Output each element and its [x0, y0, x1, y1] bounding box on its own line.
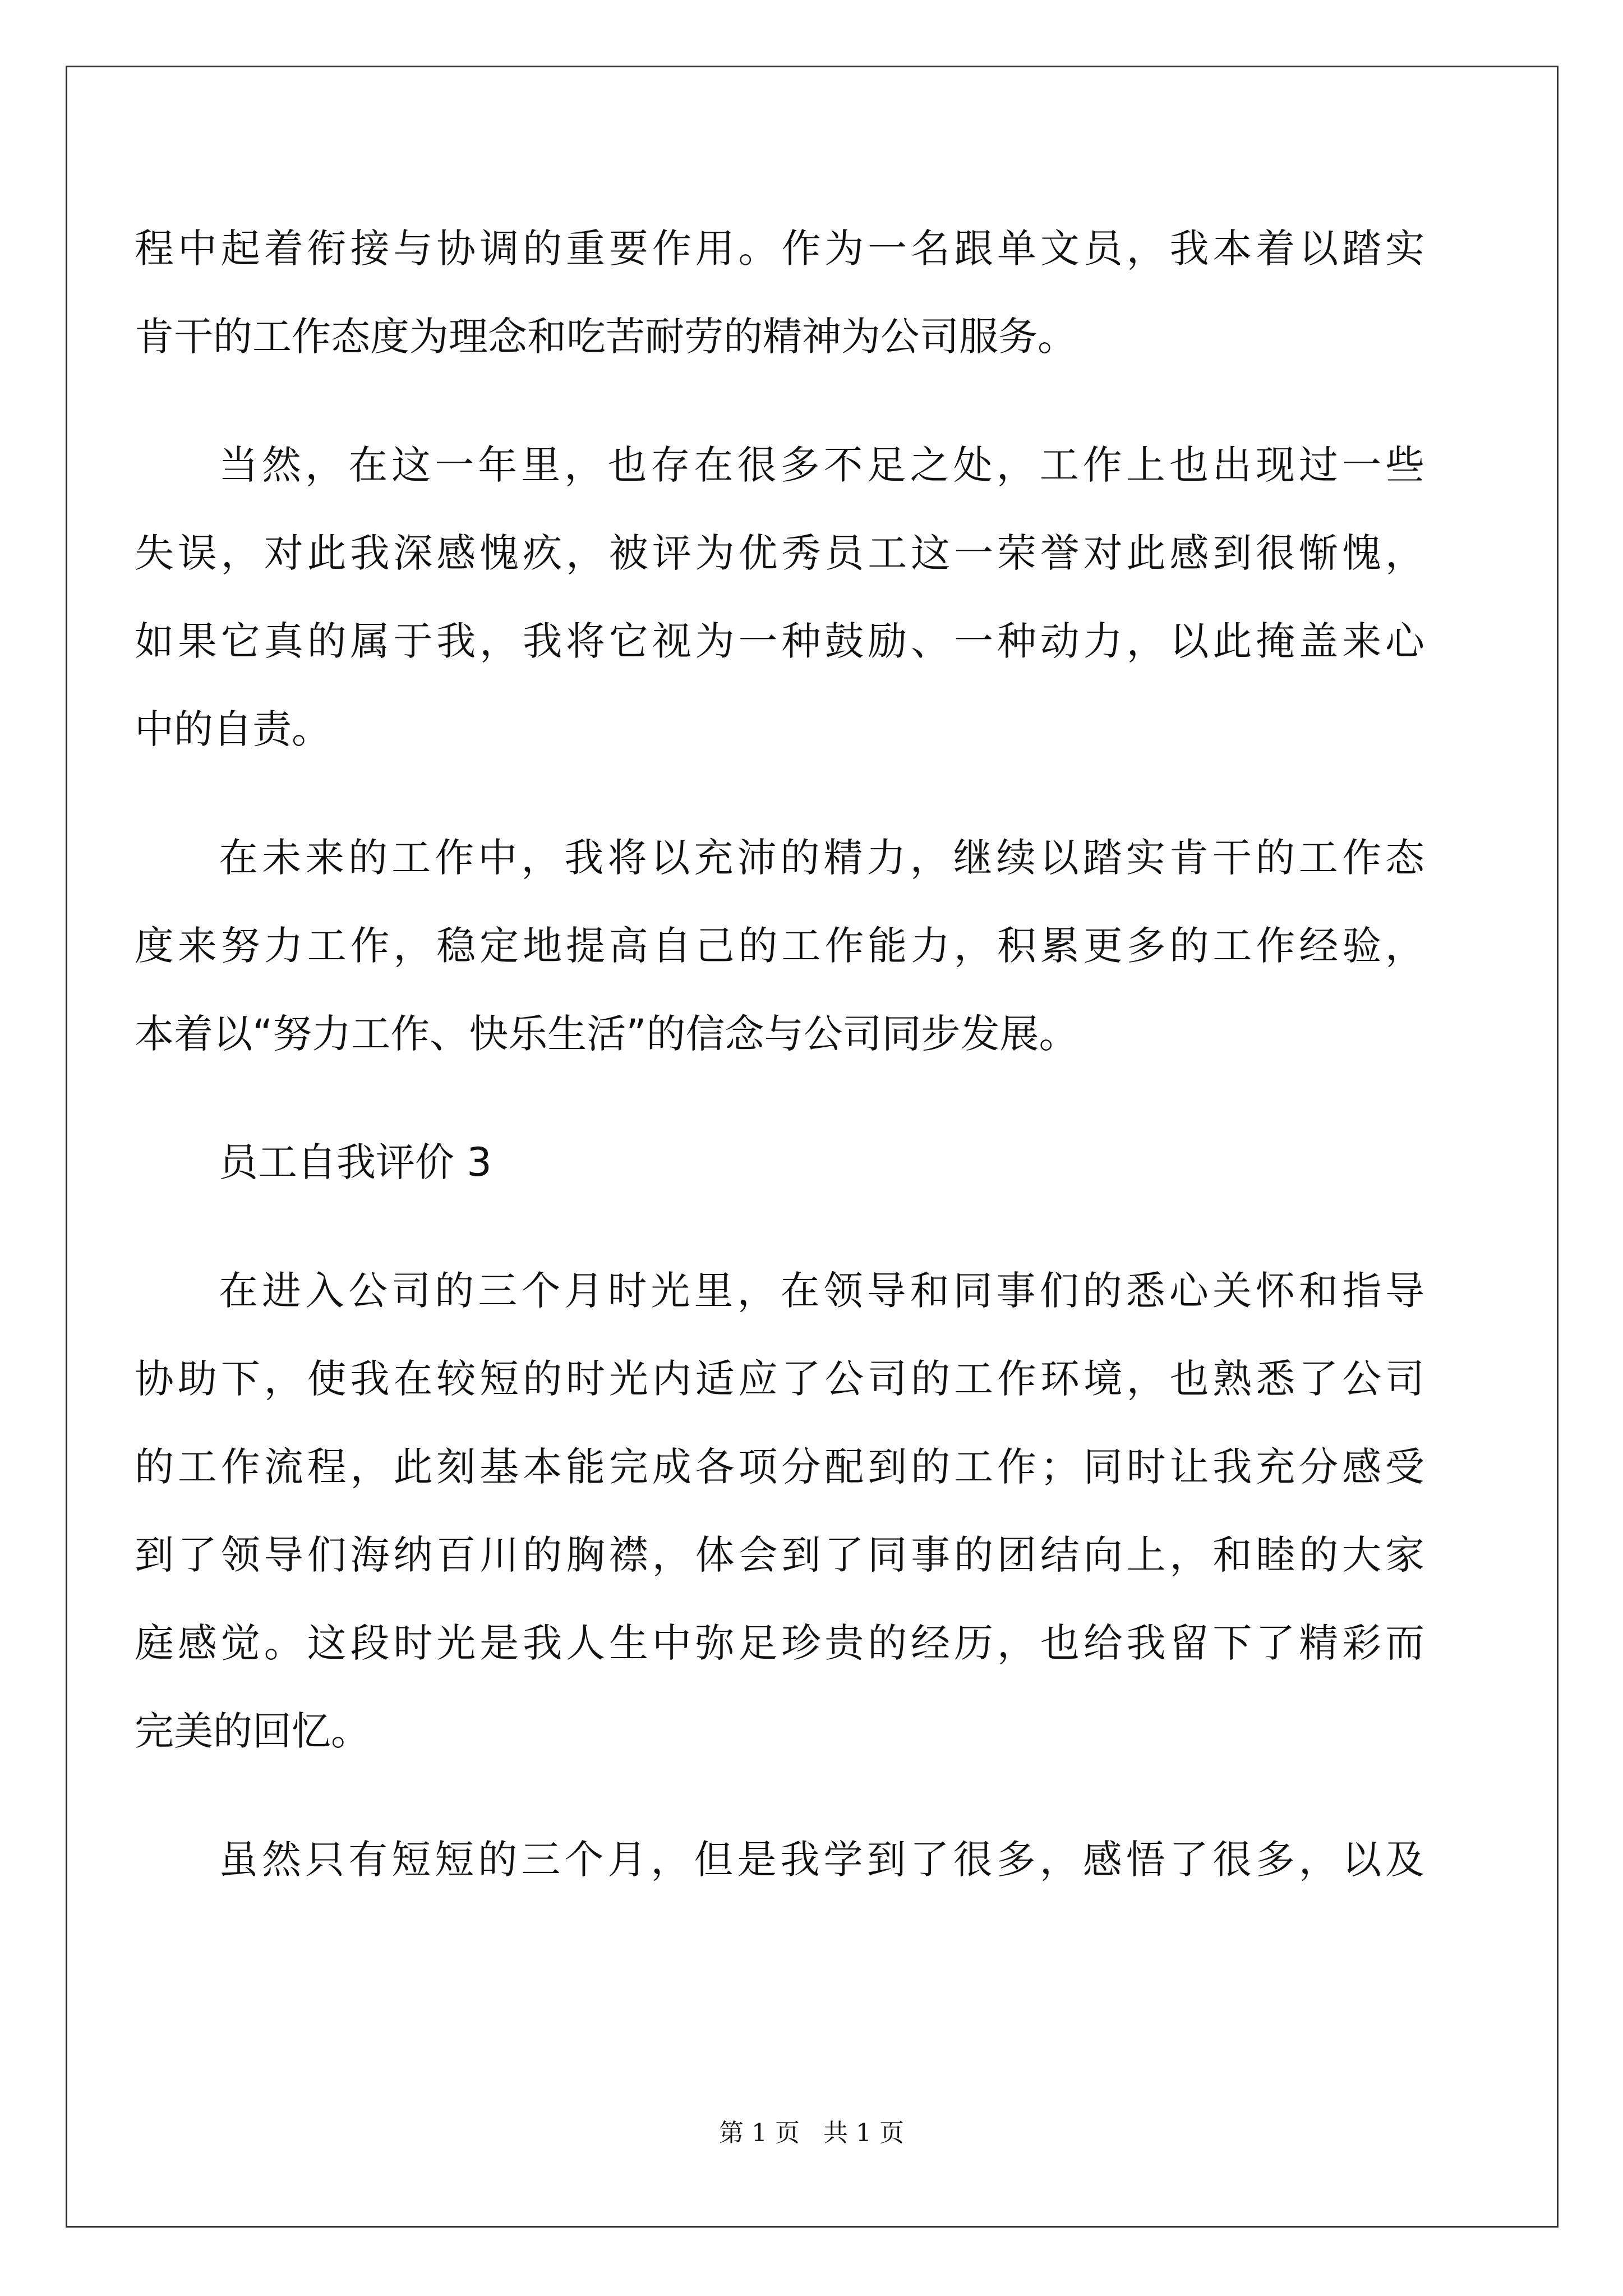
paragraph-line: 中的自责。	[135, 706, 331, 752]
paragraph-line: 的工作流程，此刻基本能完成各项分配到的工作；同时让我充分感受	[135, 1444, 1424, 1490]
paragraph-line: 在进入公司的三个月时光里，在领导和同事们的悉心关怀和指导	[219, 1268, 1424, 1314]
page-footer: 第 1 页 共 1 页	[719, 2119, 904, 2147]
paragraph-line: 虽然只有短短的三个月，但是我学到了很多，感悟了很多，以及	[219, 1837, 1424, 1883]
paragraph-line: 失误，对此我深感愧疚，被评为优秀员工这一荣誉对此感到很惭愧，	[135, 530, 1424, 576]
section-heading: 员工自我评价 3	[219, 1139, 492, 1185]
paragraph-line: 肯干的工作态度为理念和吃苦耐劳的精神为公司服务。	[135, 314, 1077, 360]
paragraph-line: 在未来的工作中，我将以充沛的精力，继续以踏实肯干的工作态	[219, 835, 1424, 881]
paragraph-line: 协助下，使我在较短的时光内适应了公司的工作环境，也熟悉了公司	[135, 1356, 1424, 1402]
paragraph-line: 本着以“努力工作、快乐生活”的信念与公司同步发展。	[135, 1011, 1078, 1057]
paragraph-line: 到了领导们海纳百川的胸襟，体会到了同事的团结向上，和睦的大家	[135, 1532, 1424, 1578]
paragraph-line: 度来努力工作，稳定地提高自己的工作能力，积累更多的工作经验，	[135, 923, 1424, 969]
paragraph-line: 如果它真的属于我，我将它视为一种鼓励、一种动力，以此掩盖来心	[135, 618, 1424, 664]
paragraph-line: 当然，在这一年里，也存在很多不足之处，工作上也出现过一些	[219, 442, 1424, 488]
paragraph-line: 程中起着衔接与协调的重要作用。作为一名跟单文员，我本着以踏实	[135, 226, 1424, 272]
paragraph-line: 完美的回忆。	[135, 1708, 370, 1754]
paragraph-line: 庭感觉。这段时光是我人生中弥足珍贵的经历，也给我留下了精彩而	[135, 1620, 1424, 1666]
